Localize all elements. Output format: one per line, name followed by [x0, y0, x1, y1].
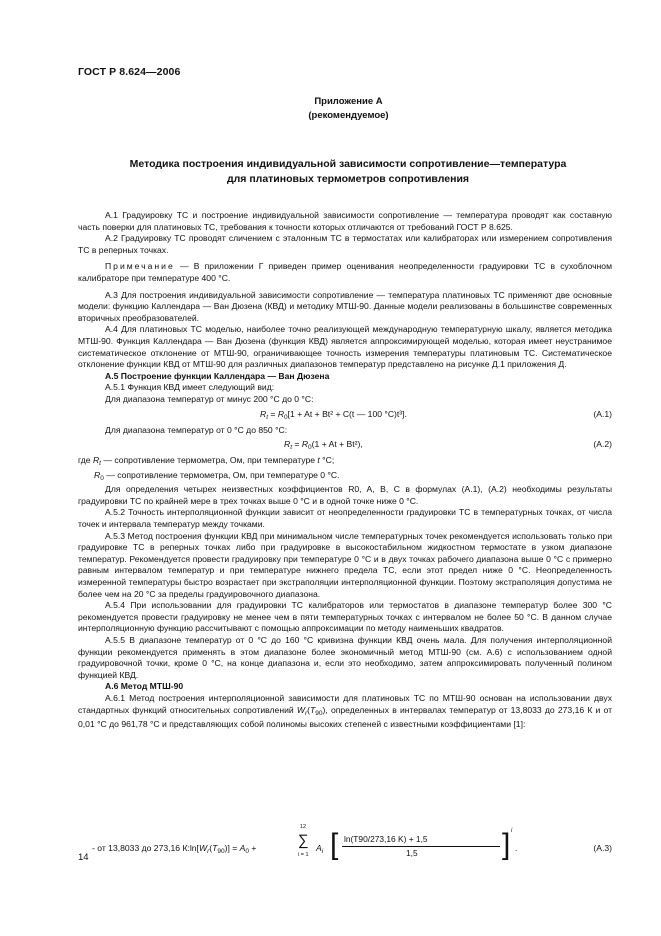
range-2: Для диапазона температур от 0 °С до 850 °С: — [105, 424, 288, 435]
definition-r0: $R_0$ — сопротивление термометра, Ом, при температуре 0 °С. — [94, 469, 340, 482]
left-bracket: [ — [330, 828, 339, 861]
paragraph-a53: А.5.3 Метод построения функции КВД при минимальном числе температурных точек рекомендуется использовать только при градуировке ТС в реперных точках либо при градуировке в высокостабильном жидкостном термостате в узком диапазоне температур. Рекомендуется провести градуировку при температуре 0 °С и в двух точках рабочего диапазона выше 0 °С с примерно равным интервалом температур и при температуре нижнего предела ТС, если этот предел ниже 0 °С. Неопределенность измеренной температуры быстро возрастает при экстраполяции интерполяционной функции. Поэтому экстраполяция допустима не более чем на 20 °С за пределы градуировочного диапазона. — [78, 530, 612, 599]
note-text: — В приложении Г приведен пример оценивания неопределенности градуировки ТС в сухоблочном калибраторе при температуре 400 °С. — [78, 261, 612, 283]
formula-a2-number: (А.2) — [593, 439, 612, 450]
page-number: 14 — [78, 852, 89, 863]
summation-sign: ∑ — [298, 832, 309, 849]
paragraph-a54: А.5.4 При использовании для градуировки ТС калибраторов или термостатов в диапазоне температур более 300 °С рекомендуется провести градуировку не менее чем в пяти температурных точках с интервалом не более 50 °С. В данном случае интерполяционную функцию рассчитывают с помощью аппроксимации по методу наименьших квадратов. — [78, 600, 612, 634]
paragraph-a1: А.1 Градуировку ТС и построение индивидуальной зависимости сопротивление — температура проводят как составную часть поверки для платиновых ТС, требования к точности которых отличаются от требований ГОСТ Р 8.625. — [78, 210, 612, 232]
paragraph-a61: А.6.1 Метод построения интерполяционной зависимости для платиновых ТС по МТШ-90 основан на использовании двух стандартных функций относительных сопротивлений $W_r(T_{90})$, определенных в интервалах температур от 13,8033 до 273,16 К и от 0,01 °С до 961,78 °С и представляющих собой полиномы высоких степеней с известными коэффициентами [1]: — [78, 692, 613, 730]
range-1: Для диапазона температур от минус 200 °С до 0 °С: — [105, 393, 314, 404]
document-body — [78, 210, 612, 731]
paragraph-a4: А.4 Для платиновых ТС моделью, наиболее точно реализующей международную температурную шкалу, является методика МТШ-90. Функция Каллендара — Ван Дюзена (функция КВД) является аппроксимирующей моделью, которая имеет неустранимое систематическое отклонение от МТШ-90, ограничивающее точность измерения температуры платиновым ТС. Систематическое отклонение функции КВД от МТШ-90 для различных диапазонов температур представлено на рисунке Д.1 приложения Д. — [78, 324, 612, 370]
formula-a1-number: (А.1) — [593, 408, 612, 419]
paragraph-a51: А.5.1 Функция КВД имеет следующий вид: — [105, 382, 275, 393]
fraction-numerator: ln(T90/273,16 K) + 1,5 — [344, 834, 428, 844]
formula-a1: $R_t = R_0[1 + At + Bt^2 + C(t$ — 100 °C)t³]. (А.1) — [260, 408, 612, 421]
power-i: i — [511, 828, 513, 834]
paragraph-a55: А.5.5 В диапазоне температур от 0 °С до 160 °С кривизна функции КВД очень мала. Для получения интерполяционной функции рекомендуется применять в этом диапазоне более экономичный метод МТШ-90 (см. А.6) с использованием одной градуировочной точки, кроме 0 °С, на конце диапазона и, если это необходимо, затем аппроксимировать полученный полином функцией КВД. — [78, 635, 612, 680]
right-bracket: ] — [502, 828, 511, 861]
paragraph-coefficients: Для определения четырех неизвестных коэффициентов R0, A, B, C в формулах (А.1), (А.2) необходимы результаты градуировки ТС по крайней мере в трех точках выше 0 °С и в одной точке ниже 0 °С. — [78, 484, 612, 506]
note — [78, 261, 612, 284]
formula-a3: - от 13,8033 до 273,16 $К:\ln[W_r(T_{90})] = A_0$ + 12 ∑ i = 1 $A_i$ [ ln(T90/273,16 K) + 1,5 1,5 ] i . (А.3) — [92, 824, 612, 861]
appendix-kind: (рекомендуемое) — [308, 110, 389, 121]
section-title-line-2: для платиновых термометров сопротивления — [226, 173, 470, 185]
paragraph-a52: А.5.2 Точность интерполяционной функции зависит от неопределенности градуировки ТС в температурных точках, от числа точек и интервала температур между точками. — [78, 507, 612, 530]
paragraph-a2: А.2 Градуировку ТС проводят сличением с эталонным ТС в термостатах или калибраторах или измерением сопротивления ТС в реперных точках. — [78, 233, 612, 255]
formula-a3-number: (А.3) — [593, 843, 612, 853]
heading-a5: А.5 Построение функции Каллендара — Ван Дюзена — [105, 370, 330, 381]
appendix-label: Приложение А — [314, 96, 383, 107]
sum-upper-limit: 12 — [300, 824, 307, 830]
document-header: ГОСТ Р 8.624—2006 — [78, 66, 181, 78]
formula-a2-body: (1 + At + Bt²), — [311, 439, 363, 450]
formula-a1-body: [1 + At + Bt² + C(t — 100 °C)t³]. — [287, 408, 407, 419]
definition-rt: где $R_t$ — сопротивление термометра, Ом, при температуре t °С; — [78, 455, 335, 468]
fraction-bar — [342, 846, 500, 847]
sum-lower-limit: i = 1 — [298, 852, 309, 858]
formula-a3-lhs: - от 13,8033 до 273,16 К:ln[ — [92, 843, 199, 853]
section-title-line-1: Методика построения индивидуальной зависимости сопротивление—температура — [129, 158, 567, 170]
fraction-denominator: 1,5 — [406, 848, 418, 858]
paragraph-a3: А.3 Для построения индивидуальной зависимости сопротивление — температура платиновых ТС применяют две основные модели: функцию Каллендара — Ван Дюзена (КВД) и методику МТШ-90. Данные модели реализованы в большинстве современных вторичных преобразователей. — [78, 289, 612, 323]
heading-a6: А.6 Метод МТШ-90 — [105, 681, 184, 692]
formula-a2: $R_t = R_0(1 + At + Bt^2)$, (А.2) — [284, 439, 612, 452]
note-label: Примечание — [105, 261, 175, 272]
